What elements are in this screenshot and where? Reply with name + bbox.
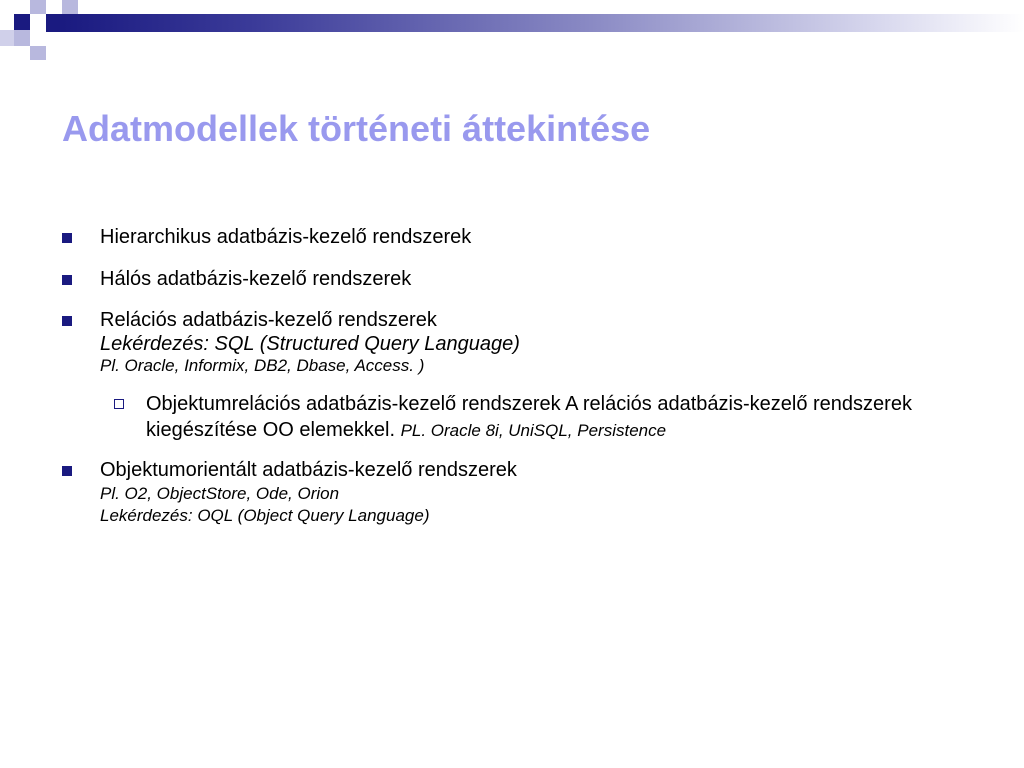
bullet-text: Relációs adatbázis-kezelő rendszerek bbox=[100, 309, 437, 331]
bullet-item-object-oriented bbox=[62, 457, 1002, 527]
bullet-text: Objektumorientált adatbázis-kezelő rendszerek bbox=[100, 459, 517, 481]
bullet-item-network bbox=[62, 266, 1002, 292]
bullet-examples-text: Pl. Oracle, Informix, DB2, Dbase, Access. ) bbox=[100, 356, 425, 375]
decor-square bbox=[0, 30, 14, 46]
slide-title: Adatmodellek történeti áttekintése bbox=[62, 108, 651, 149]
bullet-list bbox=[62, 224, 1002, 527]
bullet-text: Hierarchikus adatbázis-kezelő rendszerek bbox=[100, 226, 472, 248]
decor-square bbox=[30, 0, 46, 14]
bullet-item-hierarchical bbox=[62, 224, 1002, 250]
sub-bullet-text: Objektumrelációs adatbázis-kezelő rendszerek bbox=[146, 393, 561, 415]
decor-square bbox=[62, 0, 78, 14]
bullet-text: Hálós adatbázis-kezelő rendszerek bbox=[100, 268, 412, 290]
header-gradient-band bbox=[62, 14, 1024, 32]
sub-bullet-item-object-relational bbox=[62, 391, 1002, 443]
hollow-square-bullet-icon bbox=[114, 399, 124, 409]
decor-square bbox=[14, 30, 30, 46]
bullet-query-text: Lekérdezés: SQL (Structured Query Language) bbox=[100, 333, 520, 355]
filled-square-bullet-icon bbox=[62, 466, 72, 476]
sub-bullet-description: A relációs adatbázis-kezelő rendszerek kiegészítése OO elemekkel. bbox=[146, 393, 912, 441]
decor-square bbox=[14, 14, 30, 30]
bullet-examples-text: Pl. O2, ObjectStore, Ode, Orion bbox=[100, 484, 340, 503]
bullet-query-text: Lekérdezés: OQL (Object Query Language) bbox=[100, 506, 430, 525]
filled-square-bullet-icon bbox=[62, 233, 72, 243]
decor-square bbox=[46, 14, 62, 32]
bullet-item-relational bbox=[62, 307, 1002, 377]
decor-square bbox=[30, 30, 46, 46]
sub-bullet-examples: PL. Oracle 8i, UniSQL, Persistence bbox=[400, 421, 667, 440]
decor-square bbox=[30, 46, 46, 60]
filled-square-bullet-icon bbox=[62, 275, 72, 285]
filled-square-bullet-icon bbox=[62, 316, 72, 326]
